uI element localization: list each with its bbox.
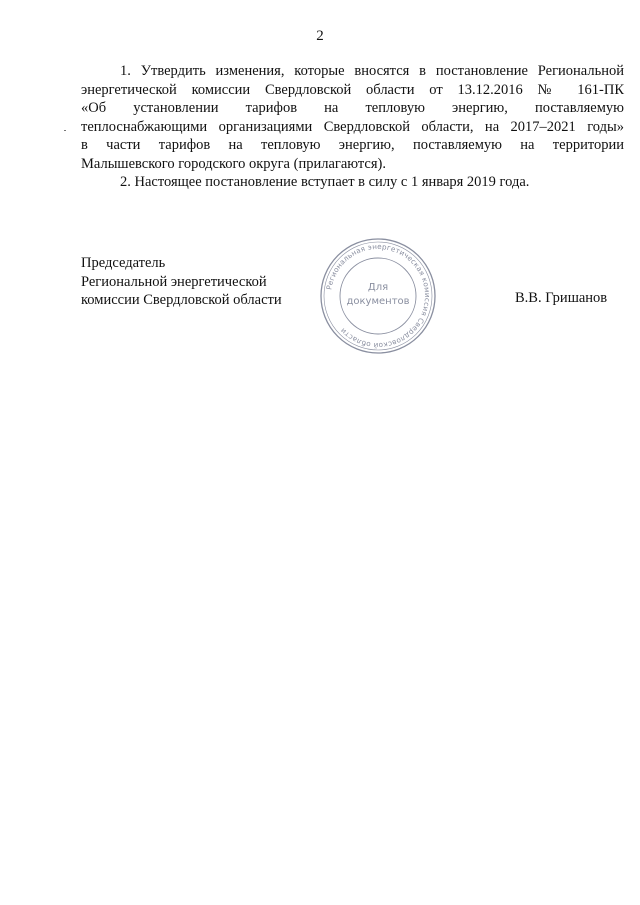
paragraph-1-line-2: энергетической комиссии Свердловской области от 13.12.2016 № 161-ПК xyxy=(81,81,624,98)
signer-position-line-1: Председатель xyxy=(81,255,166,271)
paragraph-1-line-6: Малышевского городского округа (прилагаются). xyxy=(81,155,386,172)
paragraph-1-line-3: «Об установлении тарифов на тепловую энергию, поставляемую xyxy=(81,100,624,116)
signer-position-line-3: комиссии Свердловской области xyxy=(81,292,282,308)
stamp-center-line-2: документов xyxy=(346,296,410,307)
paragraph-1-line-5: в части тарифов на тепловую энергию, поставляемую на территории xyxy=(81,137,624,153)
signer-name: В.В. Гришанов xyxy=(515,290,608,306)
stamp-ring-text: Региональная энергетическая комиссия Свердловской области xyxy=(324,241,433,351)
signer-position-line-2: Региональной энергетической xyxy=(81,273,267,290)
paragraph-2: 2. Настоящее постановление вступает в силу с 1 января 2019 года. xyxy=(120,174,530,190)
paragraph-1-line-4: теплоснабжающими организациями Свердловской области, на 2017–2021 годы» xyxy=(81,118,624,135)
paragraph-1-line-1: 1. Утвердить изменения, которые вносятся в постановление Региональной xyxy=(120,63,624,79)
margin-mark xyxy=(64,130,66,131)
document-body xyxy=(81,62,624,192)
stamp-center-line-1: Для xyxy=(367,282,389,293)
stamp-seal xyxy=(318,236,438,356)
signer-position xyxy=(81,254,282,310)
page-number: 2 xyxy=(316,28,324,44)
